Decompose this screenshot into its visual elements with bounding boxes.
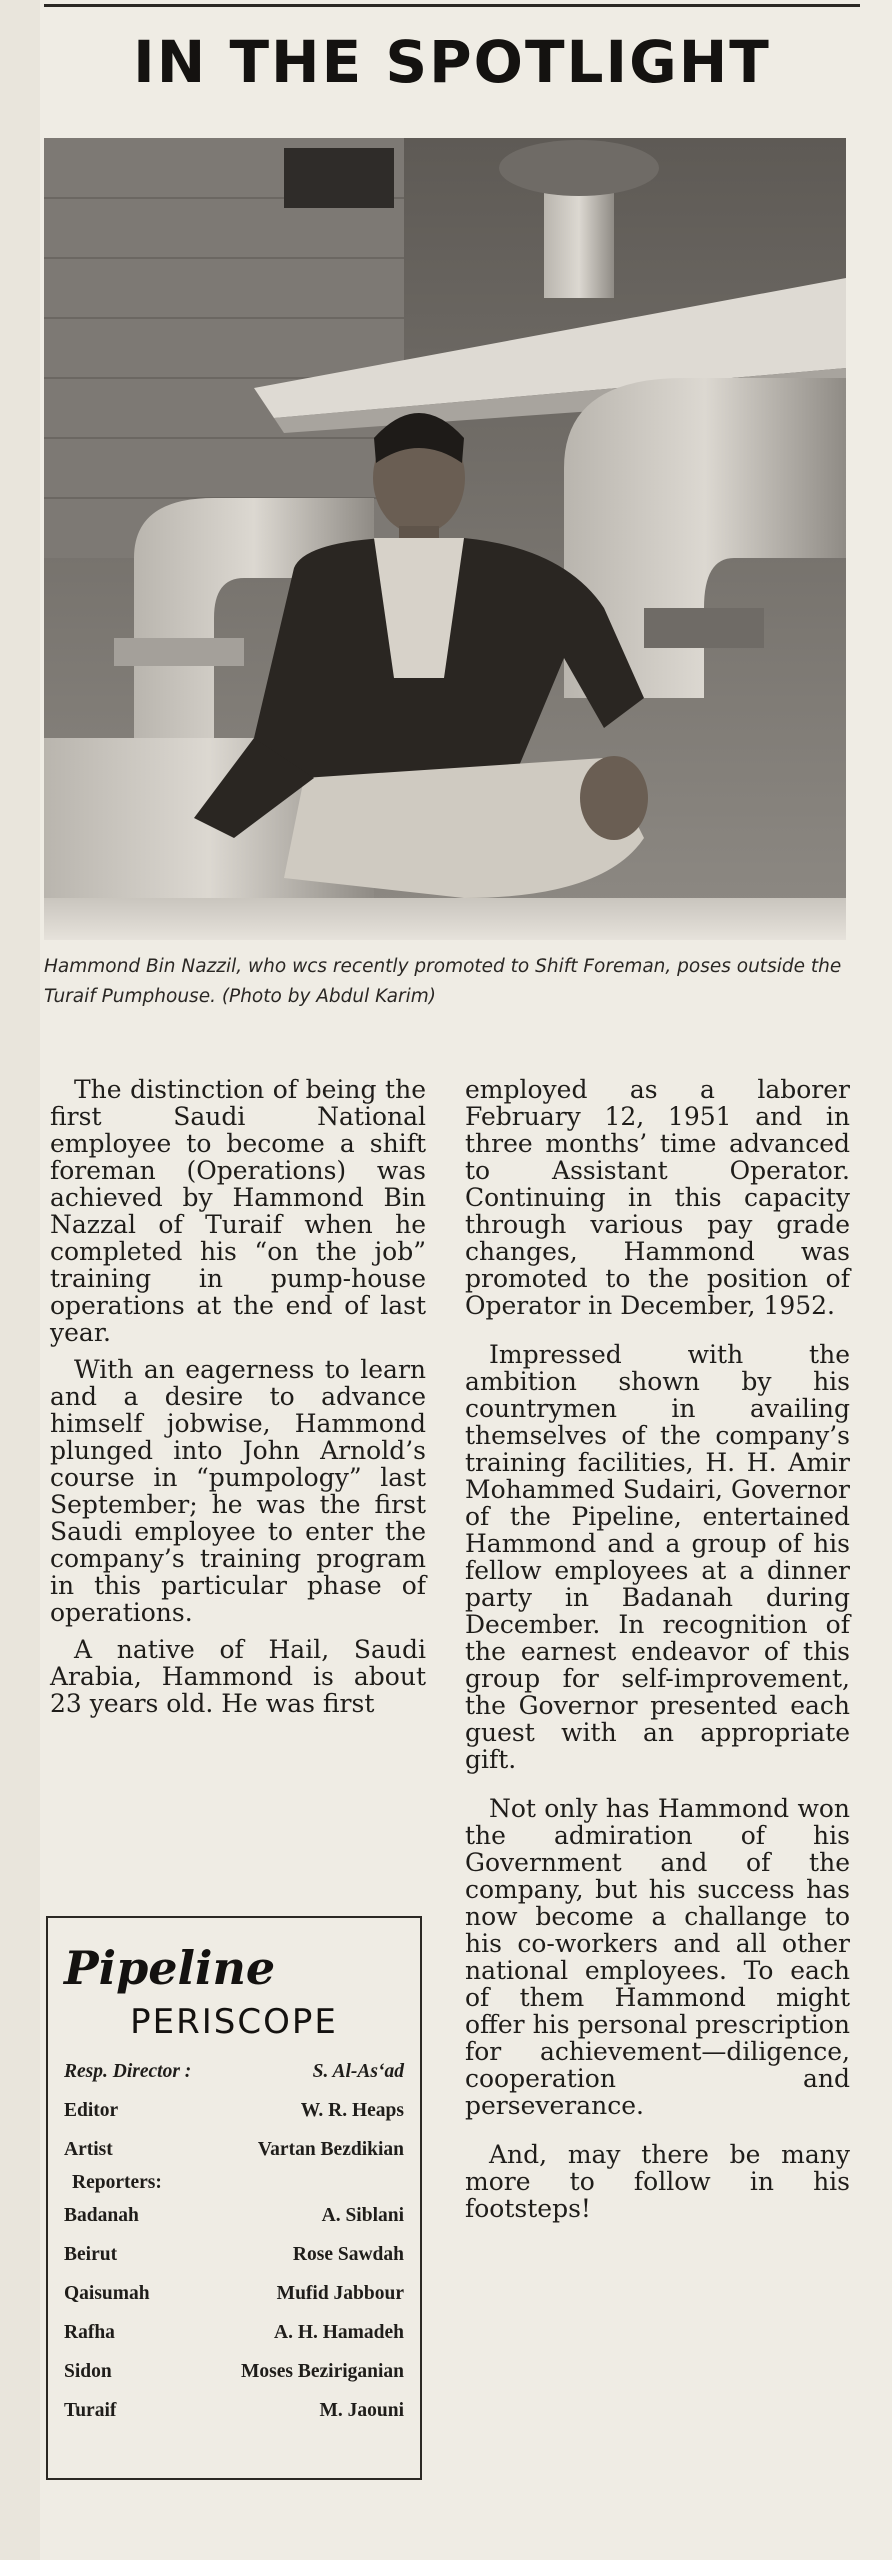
reporter-row: [64, 2352, 404, 2391]
spotlight-photo: [44, 138, 846, 940]
artist-label: Artist: [64, 2139, 113, 2160]
artist-name: Vartan Bezdikian: [257, 2139, 404, 2160]
pipeline-logo: Pipeline: [64, 1941, 276, 1995]
article-paragraph: Not only has Hammond won the admiration of his Government and of the company, but his success has now become a challange to his co-workers and all other national employees. To each of them Hammond might offer his personal prescription for achievement—diligence, cooperation and perseverance.: [465, 1794, 850, 2120]
reporter-name: Mufid Jabbour: [276, 2283, 404, 2304]
top-rule: [44, 4, 860, 7]
reporter-name: Rose Sawdah: [292, 2244, 404, 2265]
masthead-row-director: [64, 2052, 404, 2091]
reporter-place: Qaisumah: [64, 2283, 150, 2304]
article-paragraph: And, may there be many more to follow in his footsteps!: [465, 2140, 850, 2223]
editor-name: W. R. Heaps: [300, 2100, 404, 2121]
masthead-row-artist: [64, 2130, 404, 2169]
reporter-name: M. Jaouni: [319, 2400, 404, 2421]
reporter-row: [64, 2391, 404, 2430]
photo-caption: Hammond Bin Nazzil, who wcs recently promoted to Shift Foreman, poses outside the Turaif Pumphouse. (Photo by Abdul Karim): [44, 956, 842, 1007]
periscope-title: PERISCOPE: [130, 2002, 338, 2042]
article-left-column: [50, 1076, 426, 1727]
masthead-row-editor: [64, 2091, 404, 2130]
article-paragraph: employed as a laborer February 12, 1951 and in three months’ time advanced to Assistant Operator. Continuing in this capacity through various pay grade changes, Hammond was promoted to the position of Operator in December, 1952.: [465, 1075, 850, 1320]
reporter-place: Turaif: [64, 2400, 117, 2421]
reporter-row: [64, 2274, 404, 2313]
director-label: Resp. Director :: [64, 2061, 192, 2082]
article-paragraph: The distinction of being the first Saudi National employee to become a shift foreman (Operations) was achieved by Hammond Bin Nazzal of Turaif when he completed his “on the job” training in pump-house operations at the end of last year.: [50, 1075, 426, 1347]
reporter-place: Badanah: [64, 2205, 139, 2226]
reporter-name: A. H. Hamadeh: [273, 2322, 404, 2343]
masthead-box: [46, 1916, 422, 2480]
reporters-label: Reporters:: [72, 2172, 162, 2193]
reporter-row: [64, 2235, 404, 2274]
reporter-name: A. Siblani: [321, 2205, 404, 2226]
article-paragraph: Impressed with the ambition shown by his countrymen in availing themselves of the company’s training facilities, H. H. Amir Mohammed Sudairi, Governor of the Pipeline, entertained Hammond and a group of his fellow employees at a dinner party in Badanah during December. In recognition of the earnest endeavor of this group for self-improvement, the Governor presented each guest with an appropriate gift.: [465, 1340, 850, 1774]
article-right-column: [465, 1076, 850, 2244]
reporter-row: [64, 2196, 404, 2235]
director-name: S. Al-As‘ad: [312, 2061, 404, 2082]
reporter-place: Beirut: [64, 2244, 118, 2265]
headline: IN THE SPOTLIGHT: [133, 28, 771, 96]
reporter-place: Rafha: [64, 2322, 115, 2343]
article-paragraph: A native of Hail, Saudi Arabia, Hammond is about 23 years old. He was first: [50, 1635, 426, 1718]
editor-label: Editor: [64, 2100, 119, 2121]
reporter-place: Sidon: [64, 2361, 112, 2382]
article-paragraph: With an eagerness to learn and a desire to advance himself jobwise, Hammond plunged into John Arnold’s course in “pumpology” last September; he was the first Saudi employee to enter the company’s training program in this particular phase of operations.: [50, 1355, 426, 1627]
reporter-name: Moses Beziriganian: [240, 2361, 404, 2382]
reporter-row: [64, 2313, 404, 2352]
